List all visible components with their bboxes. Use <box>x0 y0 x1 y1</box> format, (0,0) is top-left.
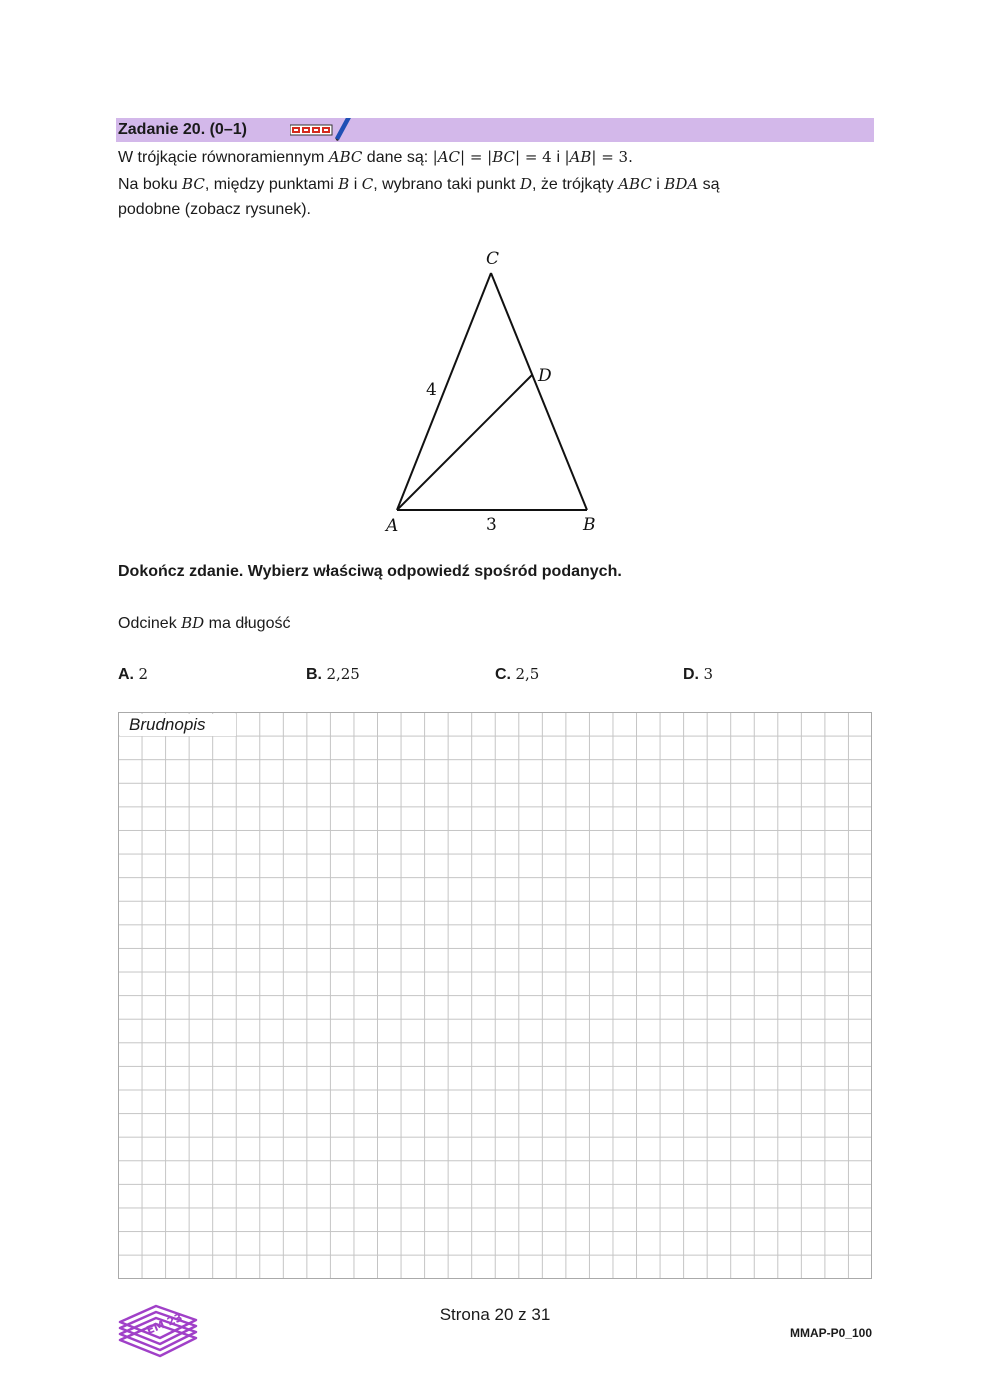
math-ac: |AC| <box>432 148 466 166</box>
text: Odcinek <box>118 615 182 632</box>
problem-line-1 <box>118 146 633 169</box>
text: Na boku <box>118 176 183 193</box>
text: , między punktami <box>204 176 339 193</box>
instruction: Dokończ zdanie. Wybierz właściwą odpowiedź spośród podanych. <box>118 563 622 580</box>
option-value: 2,25 <box>326 665 360 683</box>
option-d[interactable] <box>683 663 713 686</box>
math-bc: |BC| <box>487 148 521 166</box>
math-eq: = <box>465 148 488 166</box>
logo-text: EM 23 <box>144 1310 185 1337</box>
option-letter: A. <box>118 666 134 683</box>
text: i <box>556 149 565 166</box>
option-b[interactable] <box>306 663 360 686</box>
problem-line-2 <box>118 173 720 196</box>
math-bd: BD <box>181 614 205 632</box>
side-bc <box>491 273 587 510</box>
text: W trójkącie równoramiennym <box>118 149 329 166</box>
option-letter: D. <box>683 666 699 683</box>
text: ma długość <box>204 615 291 632</box>
option-letter: C. <box>495 666 511 683</box>
question <box>118 612 290 635</box>
vertex-label-b: B <box>583 515 596 535</box>
option-value: 3 <box>703 665 713 683</box>
triangle-figure <box>370 240 620 540</box>
problem-line-3: podobne (zobacz rysunek). <box>118 201 311 218</box>
text: i <box>651 176 665 193</box>
text: i <box>349 176 362 193</box>
option-value: 2 <box>138 665 148 683</box>
math-abc: ABC <box>618 175 652 193</box>
math-eq: = 4 <box>520 148 557 166</box>
interactive-task-icon <box>290 118 352 147</box>
vertex-label-d: D <box>538 366 552 386</box>
text: , że trójkąty <box>531 176 619 193</box>
option-c[interactable] <box>495 663 539 686</box>
document-code: MMAP-P0_100 <box>789 1326 872 1340</box>
side-ac <box>397 273 491 510</box>
side-label-ac: 4 <box>426 380 437 400</box>
math-eq: = 3. <box>596 148 633 166</box>
math-d: D <box>519 175 532 193</box>
vertex-label-a: A <box>386 516 399 536</box>
text: dane są: <box>362 149 433 166</box>
text: , wybrano taki punkt <box>373 176 520 193</box>
page-number: Strona 20 z 31 <box>439 1305 551 1324</box>
math-b: B <box>338 175 350 193</box>
scratch-grid[interactable] <box>118 712 872 1279</box>
math-bda: BDA <box>664 175 699 193</box>
task-header <box>116 118 874 142</box>
math-abc: ABC <box>328 148 363 166</box>
side-label-ab: 3 <box>486 515 497 535</box>
scratch-label: Brudnopis <box>120 714 236 736</box>
option-letter: B. <box>306 666 322 683</box>
math-ab: |AB| <box>564 148 597 166</box>
option-value: 2,5 <box>515 665 540 683</box>
option-a[interactable] <box>118 663 148 686</box>
math-c: C <box>361 175 374 193</box>
math-bc: BC <box>182 175 205 193</box>
segment-ad <box>397 375 532 510</box>
vertex-label-c: C <box>486 249 500 269</box>
task-title: Zadanie 20. (0–1) <box>118 121 247 138</box>
text: są <box>698 176 720 193</box>
